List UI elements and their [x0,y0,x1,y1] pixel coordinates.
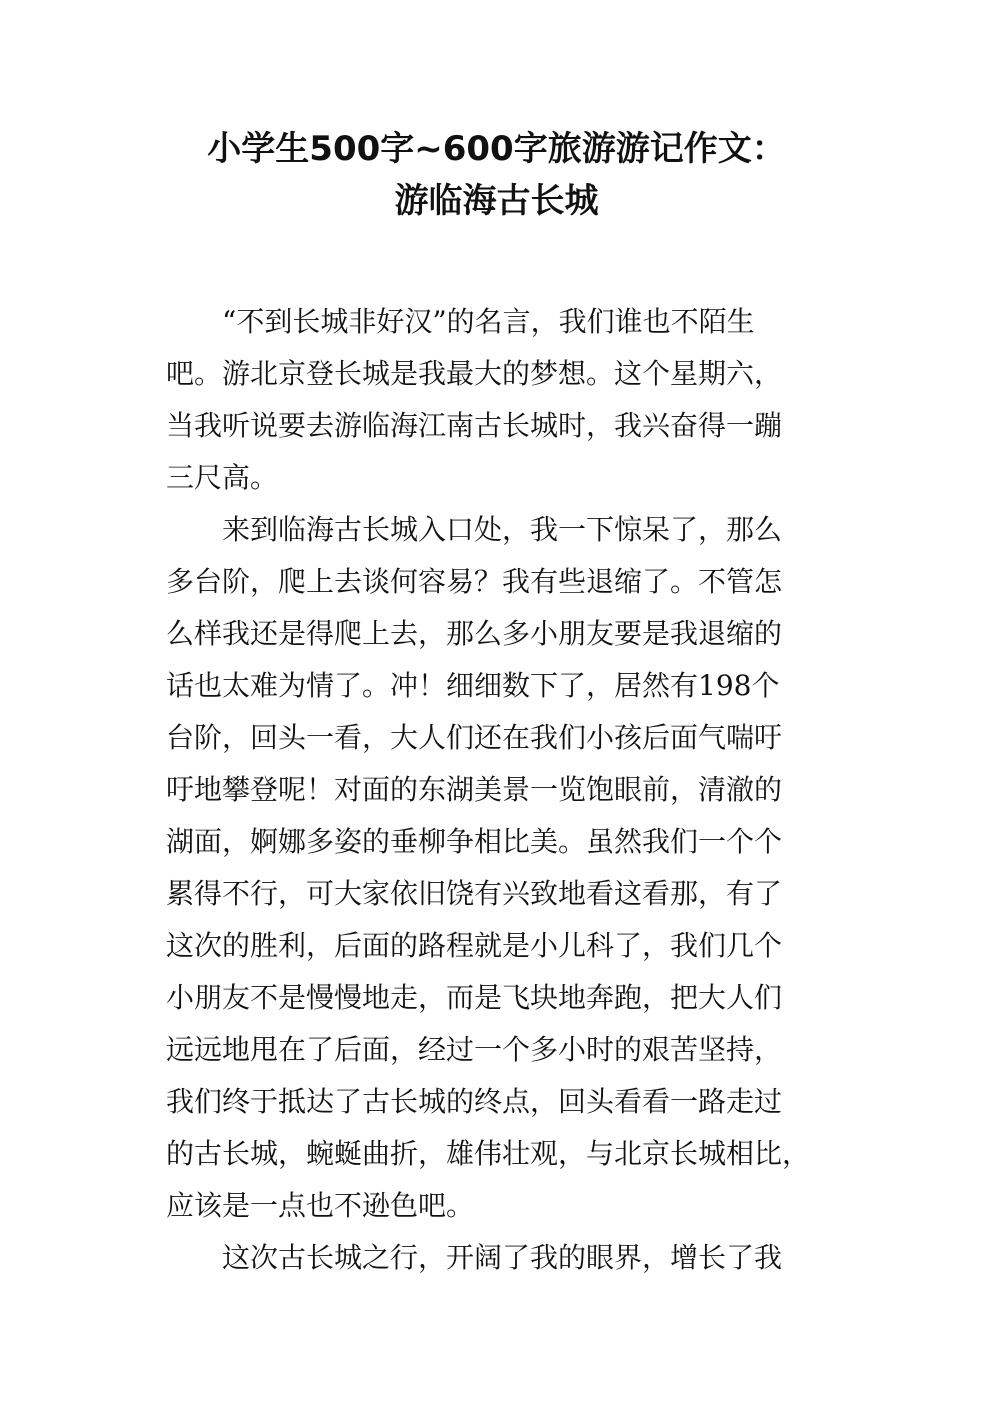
body-text-line: 应该是一点也不逊色吧。 [166,1189,475,1222]
body-text-line: 多台阶，爬上去谈何容易？我有些退缩了。不管怎 [166,565,783,598]
body-text-line: 吁地攀登呢！对面的东湖美景一览饱眼前，清澈的 [166,773,783,806]
body-text-line: 三尺高。 [166,461,279,494]
body-text-line: 小朋友不是慢慢地走，而是飞块地奔跑，把大人们 [166,981,783,1014]
document-title-line-2: 游临海古长城 [394,181,599,221]
body-text-line: 当我听说要去游临海江南古长城时，我兴奋得一蹦 [166,409,783,442]
body-text-line: 来到临海古长城入口处，我一下惊呆了，那么 [166,513,783,546]
body-text-line: 台阶，回头一看，大人们还在我们小孩后面气喘吁 [166,721,783,754]
body-text-line: 累得不行，可大家依旧饶有兴致地看这看那，有了 [166,877,783,910]
body-text-line: 这次古长城之行，开阔了我的眼界，增长了我 [166,1241,783,1274]
body-text-line: 么样我还是得爬上去，那么多小朋友要是我退缩的 [166,617,783,650]
body-text-line: 这次的胜利，后面的路程就是小儿科了，我们几个 [166,929,783,962]
body-text-line: 湖面，婀娜多姿的垂柳争相比美。虽然我们一个个 [166,825,783,858]
document-title-line-1: 小学生500字~600字旅游游记作文： [207,129,786,169]
body-text-line: 话也太难为情了。冲！细细数下了，居然有198个 [166,669,780,702]
body-text-line: 吧。游北京登长城是我最大的梦想。这个星期六， [166,357,783,390]
body-text-line: 的古长城，蜿蜒曲折，雄伟壮观，与北京长城相比， [166,1137,811,1170]
body-text-line: “不到长城非好汉”的名言，我们谁也不陌生 [166,305,755,338]
body-text-line: 远远地甩在了后面，经过一个多小时的艰苦坚持， [166,1033,783,1066]
body-text-line: 我们终于抵达了古长城的终点，回头看看一路走过 [166,1085,783,1118]
